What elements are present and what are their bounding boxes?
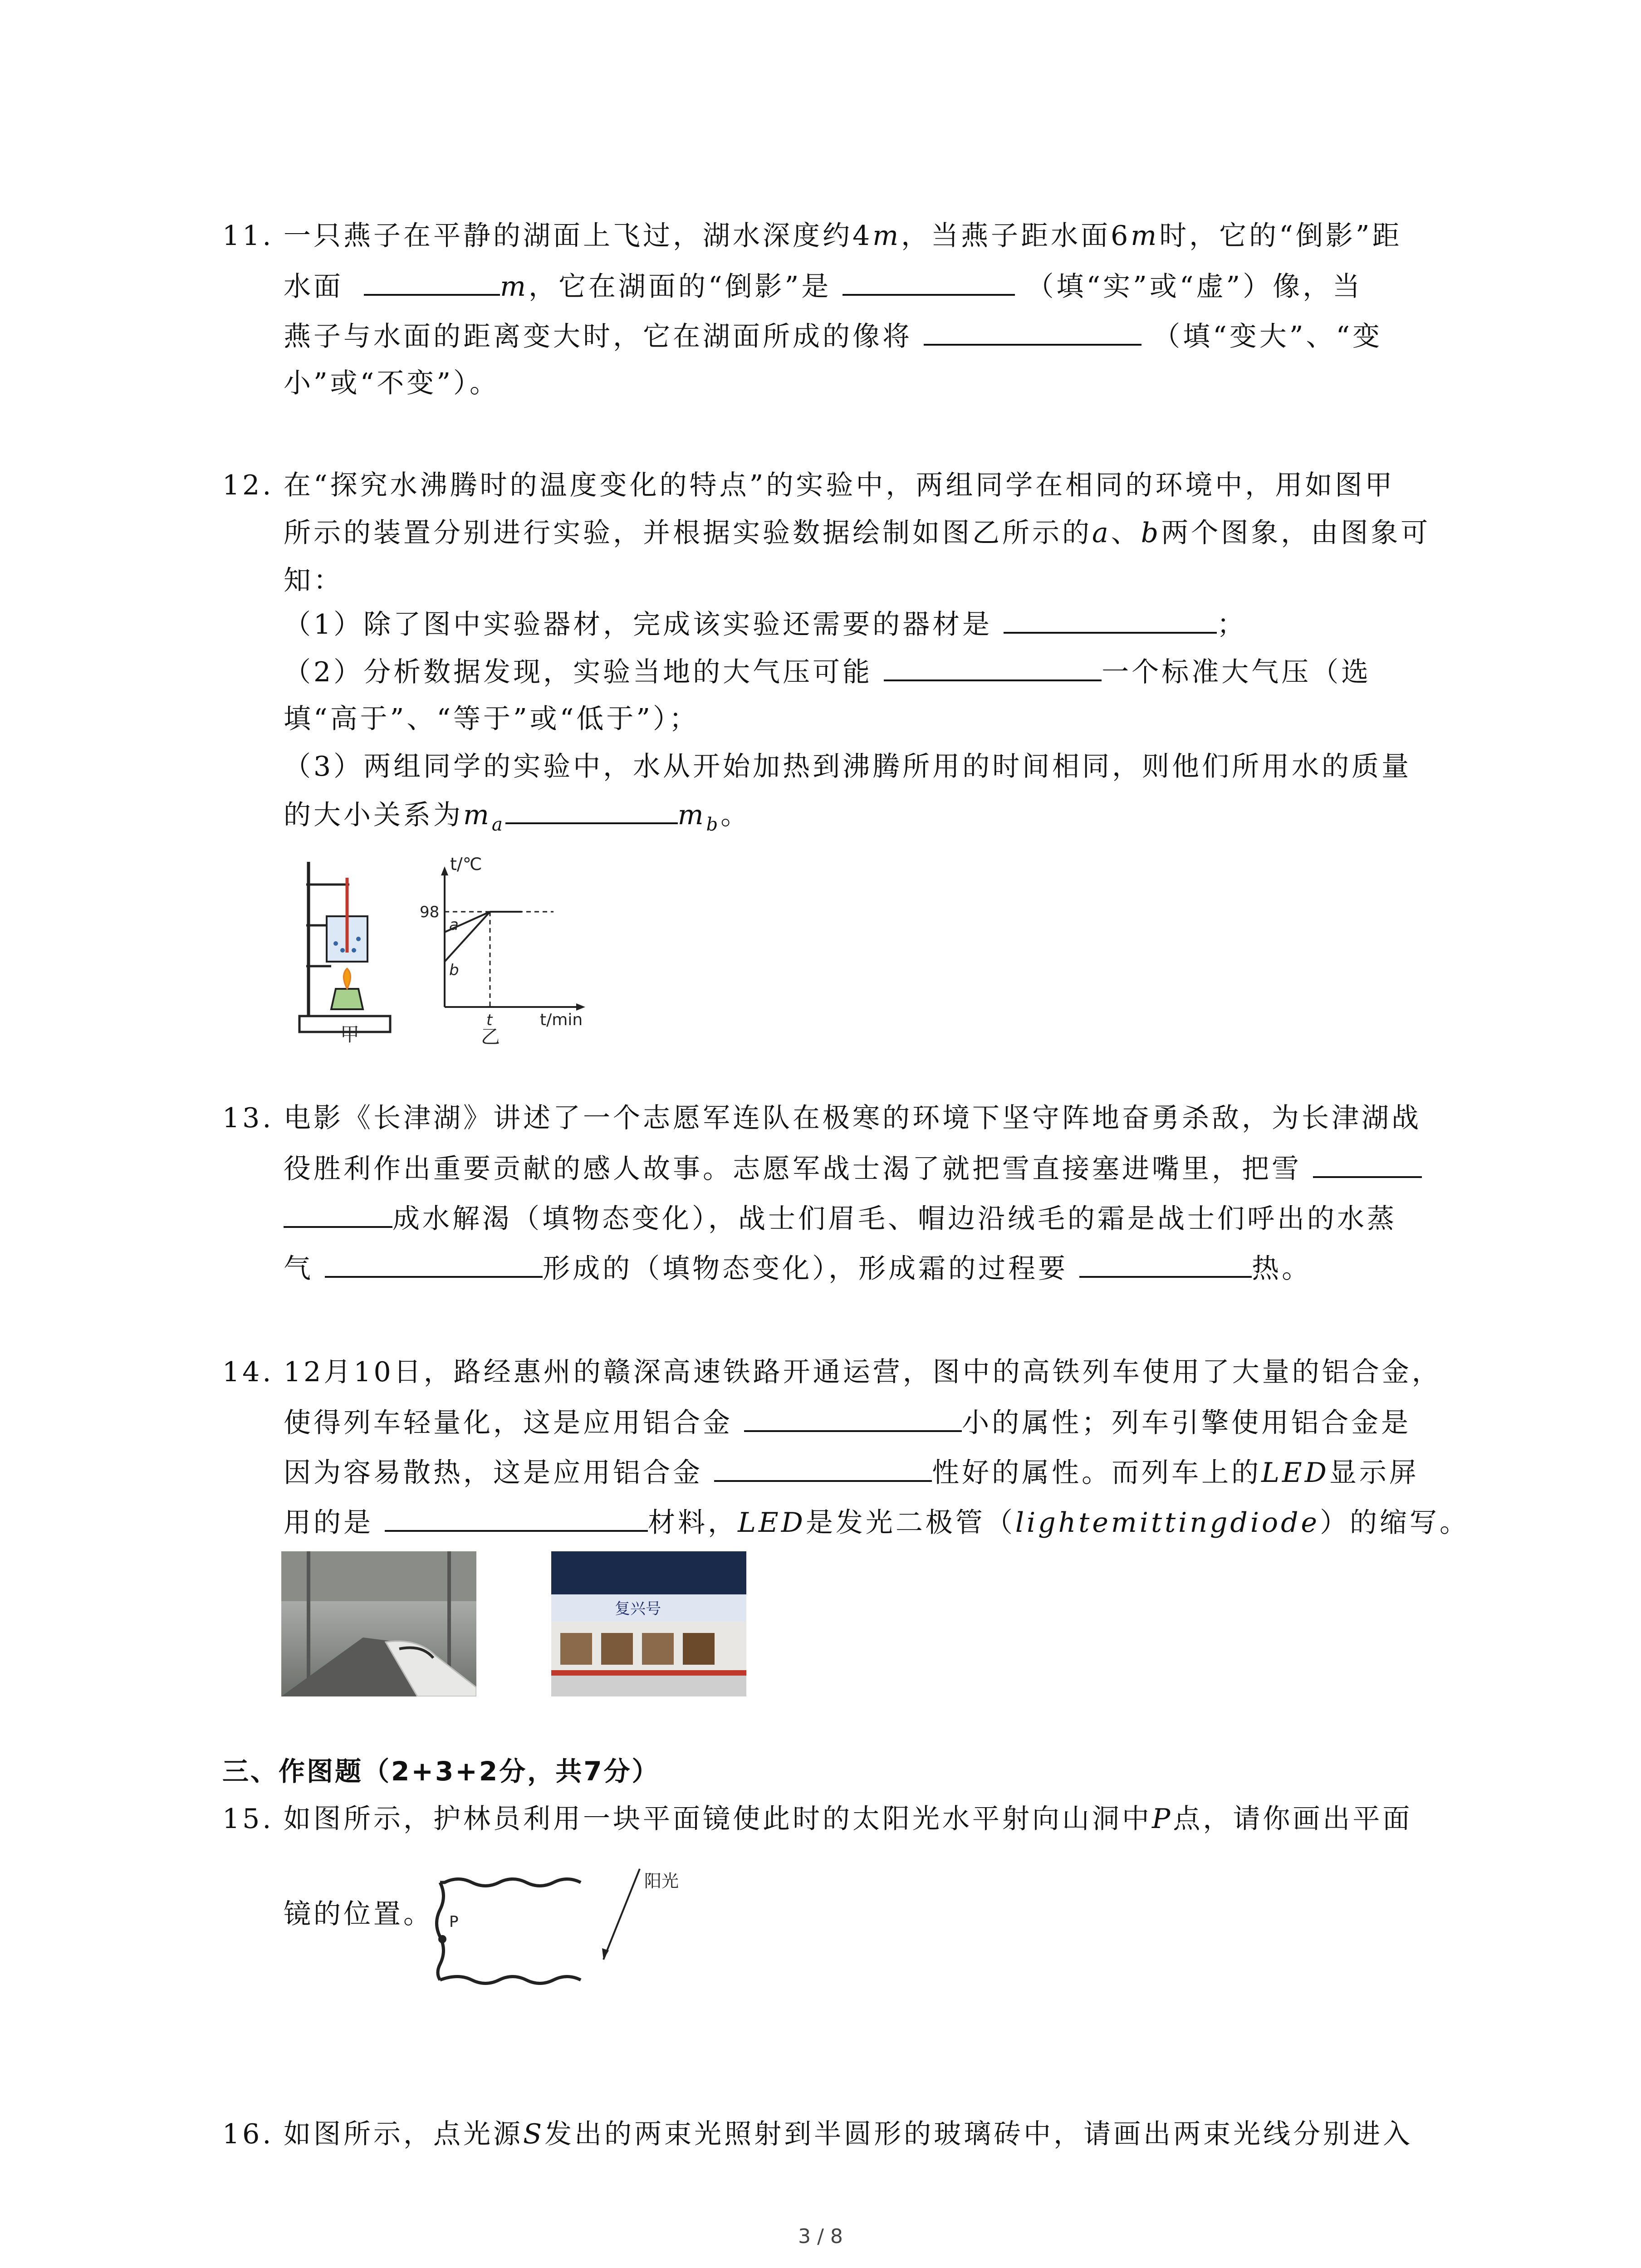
q11-text-2c: （填“实”或“虚”）像，当 [1026, 271, 1363, 303]
q12-line-2 [284, 515, 1430, 551]
q14-photo-train-station [281, 1551, 476, 1696]
q15-text-1a: 如图所示，护林员利用一块平面镜使此时的太阳光水平射向山洞中 [284, 1803, 1152, 1835]
q11-text-3b: （填“变大”、“变 [1153, 321, 1383, 352]
q12-graph-series-b: b [449, 961, 459, 979]
q13-text-1: 电影《长津湖》讲述了一个志愿军连队在极寒的环境下坚守阵地奋勇杀敌，为长津湖战 [284, 1102, 1421, 1134]
q12-text-4b: ； [1217, 609, 1247, 640]
q12-line-4 [284, 606, 1247, 643]
q14-blank-3[interactable] [385, 1504, 648, 1532]
q11-line-3 [284, 318, 1382, 355]
q14-text-3c: 显示屏 [1329, 1457, 1419, 1489]
q11-text-1b: ，当燕子距水面6 [901, 220, 1131, 252]
q12-text-5b: 一个标准大气压（选 [1102, 656, 1372, 688]
q12-text-2b: 两个图象，由图象可 [1161, 517, 1431, 549]
q13-number: 13. [222, 1102, 274, 1134]
q16-number: 16. [222, 2118, 274, 2150]
q14-photo-train-name: 复兴号 [615, 1600, 661, 1618]
q14-led-2: LED [738, 1507, 806, 1539]
q14-blank-1[interactable] [744, 1404, 962, 1432]
q13-blank-3[interactable] [1079, 1250, 1252, 1278]
q12-text-8a: 的大小关系为 [284, 799, 463, 831]
q14-text-3a: 因为容易散热，这是应用铝合金 [284, 1457, 703, 1489]
q13-line-2 [284, 1150, 1422, 1187]
q12-graph-x-axis-label: t/min [540, 1011, 583, 1029]
q13-text-2: 役胜利作出重要贡献的感人故事。志愿军战士渴了就把雪直接塞进嘴里，把雪 [284, 1153, 1302, 1185]
q11-text-2b: ，它在湖面的“倒影”是 [528, 271, 832, 303]
q12-text-3: 知： [284, 565, 343, 596]
q12-blank-2[interactable] [884, 653, 1102, 681]
q14-text-4d: ）的缩写。 [1320, 1507, 1470, 1539]
q14-line-2 [284, 1404, 1411, 1441]
q11-number: 11. [222, 220, 274, 252]
q14-text-4a: 用的是 [284, 1507, 373, 1539]
q12-graph-series-a: a [449, 916, 459, 934]
q15-line-2 [284, 1896, 433, 1932]
q14-english-term: lightemittingdiode [1015, 1507, 1320, 1539]
q11-blank-3[interactable] [924, 318, 1141, 346]
q12-sep: 、 [1111, 517, 1141, 549]
q11-unit-m: m [872, 220, 901, 252]
q14-text-2a: 使得列车轻量化，这是应用铝合金 [284, 1407, 733, 1439]
section-3-heading: 三、作图题（2+3+2分，共7分） [222, 1756, 660, 1787]
q12-text-1: 在“探究水沸腾时的温度变化的特点”的实验中，两组同学在相同的环境中，用如图甲 [284, 469, 1395, 501]
q12-graph-figure [417, 857, 608, 1048]
q11-blank-2[interactable] [843, 268, 1015, 296]
q11-blank-1[interactable] [364, 268, 500, 296]
q14-photo-2-art [551, 1551, 746, 1696]
q11-text-2a: 水面 [284, 271, 343, 303]
q13-blank-1[interactable] [1313, 1150, 1422, 1178]
q12-text-6: 填“高于”、“等于”或“低于”）； [284, 703, 700, 735]
q14-line-3 [284, 1454, 1419, 1491]
q12-line-7 [284, 748, 1411, 785]
q13-text-3: 成水解渴（填物态变化），战士们眉毛、帽边沿绒毛的霜是战士们呼出的水蒸 [392, 1203, 1397, 1235]
q12-series-a-ref: a [1092, 517, 1111, 549]
q12-line-6 [284, 701, 699, 737]
q15-line-1 [222, 1801, 1412, 1837]
q16-line-1 [222, 2116, 1413, 2152]
q12-series-b-ref: b [1141, 517, 1161, 549]
q15-text-1b: 点，请你画出平面 [1173, 1803, 1413, 1835]
q11-text-1a: 一只燕子在平静的湖面上飞过，湖水深度约4 [284, 220, 873, 252]
q11-text-1c: 时，它的“倒影”距 [1159, 220, 1402, 252]
q12-m-symbol-a: m [463, 799, 492, 831]
q15-number: 15. [222, 1803, 274, 1835]
q13-line-4 [284, 1250, 1312, 1287]
q11-line-1 [222, 218, 1402, 254]
q11-line-2 [284, 268, 1362, 305]
q12-line-1 [222, 467, 1395, 503]
q12-line-5 [284, 653, 1371, 690]
q11-unit-m2: m [1131, 220, 1160, 252]
q15-fig-label-p: P [449, 1913, 459, 1931]
q13-line-3 [284, 1200, 1397, 1237]
q11-unit-m3: m [500, 271, 529, 303]
q14-number: 14. [222, 1356, 274, 1388]
q12-sub-a: a [491, 814, 505, 835]
q14-line-1 [222, 1354, 1442, 1390]
q11-text-3a: 燕子与水面的距离变大时，它在湖面所成的像将 [284, 321, 912, 352]
q15-fig-label-sunlight: 阳光 [644, 1871, 679, 1891]
q12-line-3 [284, 562, 343, 599]
q12-graph-t-tick: t [486, 1011, 493, 1029]
q13-text-4a: 气 [284, 1253, 314, 1285]
q14-led-1: LED [1261, 1457, 1329, 1489]
q12-text-4a: （1）除了图中实验器材，完成该实验还需要的器材是 [284, 609, 993, 640]
q15-cave-figure [431, 1855, 721, 1991]
q16-text-1b: 发出的两束光照射到半圆形的玻璃砖中，请画出两束光线分别进入 [544, 2118, 1413, 2150]
q12-fig-yi-label: 乙 [481, 1026, 500, 1048]
q16-source-s: S [523, 2118, 545, 2150]
q15-text-2: 镜的位置。 [284, 1898, 433, 1930]
q12-m-symbol-b: m [677, 799, 706, 831]
q13-blank-2[interactable] [325, 1250, 543, 1278]
q12-blank-3[interactable] [505, 796, 678, 824]
q12-line-8 [284, 796, 750, 836]
q14-line-4 [284, 1504, 1470, 1541]
q12-blank-1[interactable] [1004, 606, 1217, 634]
page-number: 3 / 8 [798, 2225, 843, 2248]
q12-number: 12. [222, 469, 274, 501]
q13-blank-1b[interactable] [284, 1200, 392, 1228]
q14-text-1: 12月10日，路经惠州的赣深高速铁路开通运营，图中的高铁列车使用了大量的铝合金， [284, 1356, 1442, 1388]
q12-text-5a: （2）分析数据发现，实验当地的大气压可能 [284, 656, 873, 688]
q12-text-8end: 。 [720, 799, 751, 831]
q12-fig-jia-label: 甲 [340, 1023, 360, 1043]
q11-line-4 [284, 365, 500, 401]
q12-sub-b: b [706, 814, 721, 835]
q14-text-4b: 材料， [648, 1507, 738, 1539]
q14-photo-1-art [281, 1551, 476, 1696]
q11-text-4: 小”或“不变”）。 [284, 367, 500, 399]
q14-blank-2[interactable] [714, 1454, 932, 1482]
q13-line-1 [222, 1100, 1421, 1136]
q15-point-p: P [1152, 1803, 1173, 1835]
q16-text-1a: 如图所示，点光源 [284, 2118, 523, 2150]
q13-text-4b: 形成的（填物态变化），形成霜的过程要 [543, 1253, 1068, 1285]
q14-text-3b: 性好的属性。而列车上的 [932, 1457, 1262, 1489]
q12-text-7: （3）两组同学的实验中，水从开始加热到沸腾所用的时间相同，则他们所用水的质量 [284, 751, 1412, 782]
q14-photo-fuxing-train [551, 1551, 746, 1696]
q14-text-2b: 小的属性；列车引擎使用铝合金是 [962, 1407, 1411, 1439]
q12-graph-tick-98: 98 [420, 903, 440, 921]
q14-text-4c: 是发光二极管（ [805, 1507, 1015, 1539]
q12-text-2a: 所示的装置分别进行实验，并根据实验数据绘制如图乙所示的 [284, 517, 1092, 549]
q12-apparatus-figure [281, 853, 404, 1043]
q13-text-4c: 热。 [1252, 1253, 1312, 1285]
q12-graph-y-axis-label: t/℃ [450, 857, 482, 874]
